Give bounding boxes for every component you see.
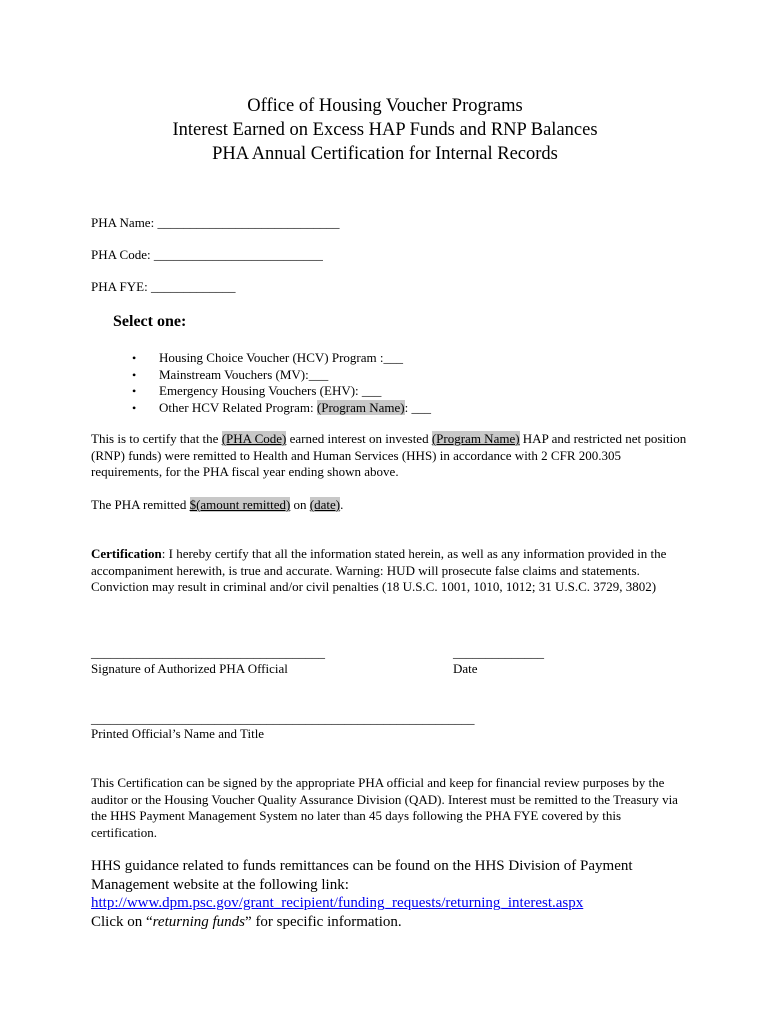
amount-remitted-placeholder[interactable]: $(amount remitted) <box>189 497 291 512</box>
option-hcv[interactable] <box>132 350 431 367</box>
title-line-1: Office of Housing Voucher Programs <box>247 96 523 116</box>
printed-name-line[interactable]: ___________________________________________________________ <box>91 711 475 726</box>
option-other[interactable] <box>132 400 431 417</box>
certify-paragraph <box>91 431 691 481</box>
text: HAP and restricted net position (RNP) funds) were remitted to Health and Human Services (HHS) in accordance with 2 CFR 200.305 requirements, for the PHA fiscal year ending shown above. <box>91 431 687 479</box>
text: This is to certify that the <box>91 431 222 446</box>
date-line[interactable]: ______________ <box>453 645 544 660</box>
date-placeholder[interactable]: (date) <box>309 497 341 512</box>
text: . <box>340 497 344 512</box>
text: The PHA remitted <box>91 497 190 512</box>
certification-paragraph <box>91 546 676 596</box>
text: ” for specific information. <box>245 913 402 930</box>
certification-text: : I hereby certify that all the information stated herein, as well as any information provided in the accompaniment herewith, is true and accurate. Warning: HUD will prosecute false claims and statements. Conviction may result in criminal and/or civil penalties (18 U.S.C. 1001, 1010, 1012; 31 U.S.C. 3729, 3802) <box>91 546 667 594</box>
bullet-icon: • <box>132 384 137 398</box>
option-label-prefix: Other HCV Related Program: <box>159 399 317 415</box>
option-label: Housing Choice Voucher (HCV) Program :___ <box>159 350 403 365</box>
hhs-guidance <box>91 857 711 931</box>
hhs-link[interactable]: http://www.dpm.psc.gov/grant_recipient/funding_requests/returning_interest.aspx <box>91 895 584 911</box>
returning-funds-text: returning funds <box>152 913 246 930</box>
bullet-icon: • <box>132 400 137 415</box>
bullet-icon: • <box>132 367 137 382</box>
signature-label: Signature of Authorized PHA Official <box>91 661 288 676</box>
title-line-3: PHA Annual Certification for Internal Records <box>212 144 558 164</box>
option-label: Emergency Housing Vouchers (EHV): ___ <box>159 383 382 398</box>
select-one-heading: Select one: <box>113 313 187 330</box>
option-label: Mainstream Vouchers (MV):___ <box>159 366 329 382</box>
title-line-2: Interest Earned on Excess HAP Funds and RNP Balances <box>172 120 598 140</box>
option-ehv[interactable] <box>132 383 431 400</box>
option-mv[interactable] <box>132 367 431 384</box>
option-label-suffix: : ___ <box>404 399 431 415</box>
pha-name-field[interactable]: PHA Name: ____________________________ <box>91 215 340 230</box>
signature-line[interactable]: ____________________________________ <box>91 645 325 660</box>
footer-paragraph: This Certification can be signed by the appropriate PHA official and keep for financial review purposes by the auditor or the Housing Voucher Quality Assurance Division (QAD). Interest must be remitted to the Treasury via the HHS Payment Management System no later than 45 days following the PHA FYE covered by this certification. <box>91 775 678 840</box>
certification-label: Certification <box>91 546 162 561</box>
hhs-intro: HHS guidance related to funds remittances can be found on the HHS Division of Payment Management website at the following link: <box>91 858 633 893</box>
click-instruction <box>91 913 711 932</box>
program-name-placeholder[interactable]: (Program Name) <box>316 399 405 415</box>
remitted-line <box>91 497 691 514</box>
text: on <box>290 497 310 512</box>
text: Click on “ <box>91 913 153 930</box>
document-title <box>0 94 770 166</box>
program-options-list <box>132 350 431 416</box>
pha-code-placeholder[interactable]: (PHA Code) <box>221 431 287 446</box>
text: earned interest on invested <box>286 431 432 446</box>
pha-code-field[interactable]: PHA Code: __________________________ <box>91 247 323 262</box>
date-label: Date <box>453 661 478 676</box>
program-name-placeholder[interactable]: (Program Name) <box>431 431 520 446</box>
printed-name-label: Printed Official’s Name and Title <box>91 726 265 741</box>
pha-fye-field[interactable]: PHA FYE: _____________ <box>91 279 236 294</box>
bullet-icon: • <box>132 351 137 365</box>
